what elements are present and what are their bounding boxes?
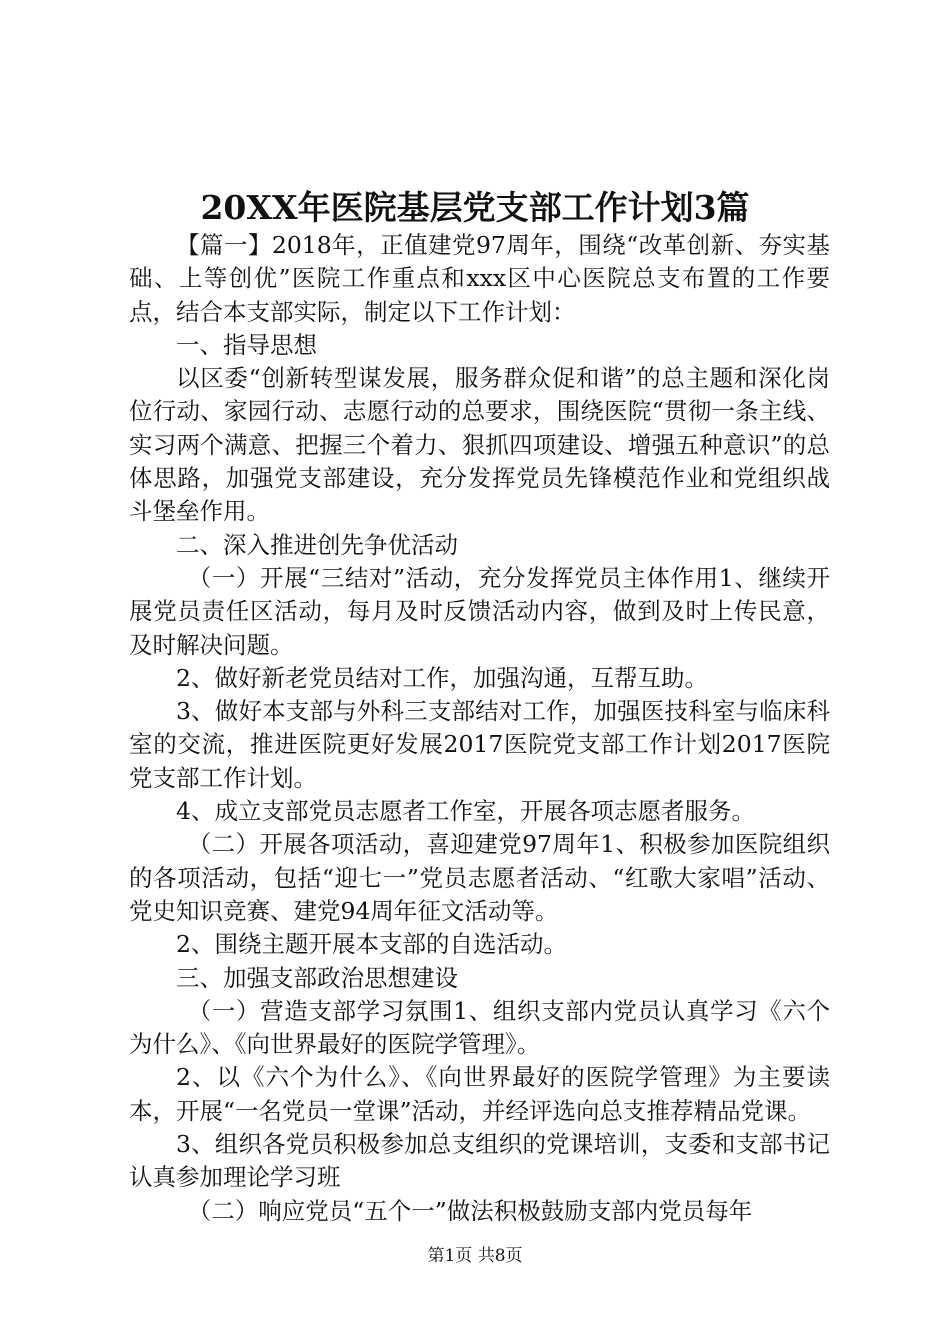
paragraph: 2、做好新老党员结对工作，加强沟通，互帮互助。 (176, 663, 708, 692)
section-heading: 三、加强支部政治思想建设 (176, 963, 458, 992)
paragraph: （二）响应党员“五个一”做法积极鼓励支部内党员每年 (187, 1196, 753, 1225)
paragraph: 【篇一】2018年，正值建党97周年，围绕“改革创新、夯实基础、上等创优”医院工作重点和xxx区中心医院总支布置的工作要点，结合本支部实际，制定以下工作计划： (129, 231, 830, 326)
paragraph: 3、做好本支部与外科三支部结对工作，加强医技科室与临床科室的交流，推进医院更好发展2017医院党支部工作计划2017医院党支部工作计划。 (129, 697, 830, 792)
section-heading: 二、深入推进创先争优活动 (176, 530, 458, 559)
paragraph: 3、组织各党员积极参加总支组织的党课培训，支委和支部书记认真参加理论学习班 (129, 1130, 830, 1192)
paragraph: 2、围绕主题开展本支部的自选活动。 (176, 930, 567, 959)
document-body (129, 229, 830, 1228)
paragraph: （一）营造支部学习氛围1、组织支部内党员认真学习《六个为什么》、《向世界最好的医院学管理》。 (129, 996, 830, 1059)
paragraph: 4、成立支部党员志愿者工作室，开展各项志愿者服务。 (176, 797, 755, 826)
paragraph: （一）开展“三结对”活动，充分发挥党员主体作用1、继续开展党员责任区活动，每月及时反馈活动内容，做到及时上传民意，及时解决问题。 (129, 563, 830, 659)
paragraph: 2、以《六个为什么》、《向世界最好的医院学管理》为主要读本，开展“一名党员一堂课”活动，并经评选向总支推荐精品党课。 (129, 1063, 830, 1125)
section-heading: 一、指导思想 (176, 330, 317, 359)
page-number-footer: 第1页 共8页 (427, 1246, 523, 1266)
document-title: 20XX年医院基层党支部工作计划3篇 (200, 188, 750, 227)
paragraph: （二）开展各项活动，喜迎建党97周年1、积极参加医院组织的各项活动，包括“迎七一”党员志愿者活动、“红歌大家唱”活动、党史知识竞赛、建党94周年征文活动等。 (129, 830, 830, 925)
paragraph: 以区委“创新转型谋发展，服务群众促和谐”的总主题和深化岗位行动、家园行动、志愿行动的总要求，围绕医院“贯彻一条主线、实习两个满意、把握三个着力、狠抓四项建设、增强五种意识”的总体思路，加强党支部建设，充分发挥党员先锋模范作业和党组织战斗堡垒作用。 (129, 364, 830, 526)
